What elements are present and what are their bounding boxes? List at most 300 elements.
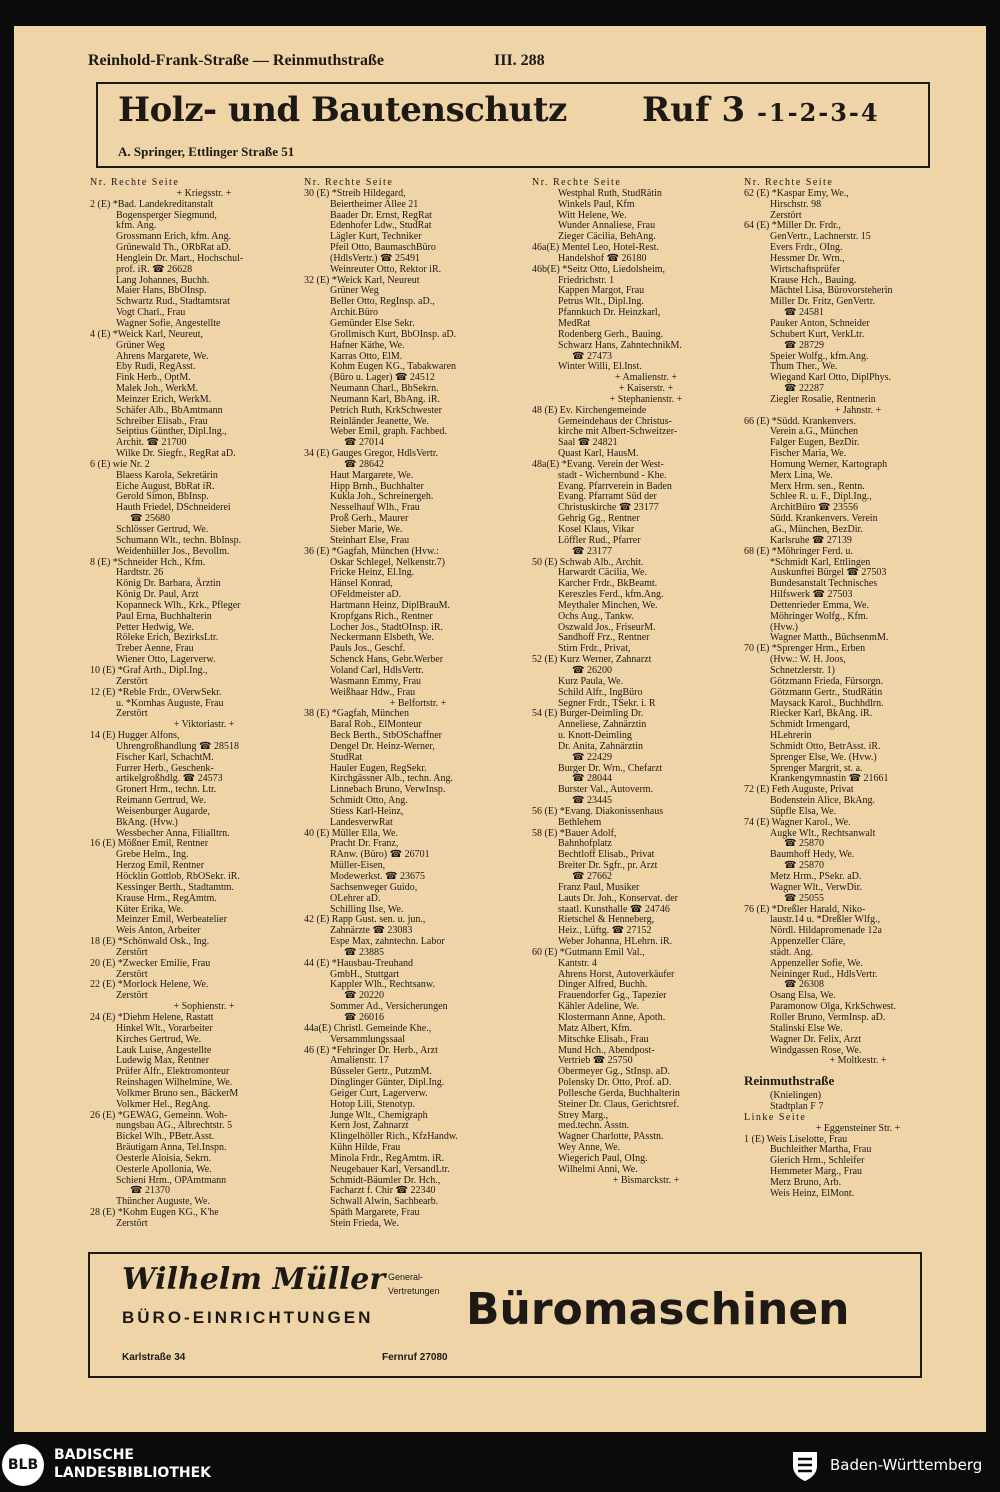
- directory-line: ☎ 25870: [784, 860, 824, 872]
- directory-line: Bechtloff Elisab., Privat: [558, 849, 655, 861]
- directory-line: Polensky Dr. Otto, Prof. aD.: [558, 1077, 672, 1089]
- directory-line: Evang. Pfarrverein in Baden: [558, 480, 672, 492]
- directory-line: Oesterle Apollonia, We.: [116, 1163, 212, 1175]
- directory-line: aG., München, BezDir.: [770, 524, 863, 535]
- directory-line: 46b(E) *Seitz Otto, Liedolsheim,: [532, 263, 666, 275]
- directory-line: Klingelhöller Rich., KfzHandw.: [330, 1131, 458, 1143]
- directory-line: Kirchgässner Alb., techn. Ang.: [330, 773, 454, 785]
- directory-line: Stein Frieda, We.: [330, 1218, 399, 1229]
- directory-line: 16 (E) Mößner Emil, Rentner: [90, 838, 209, 850]
- directory-line: ☎ 26016: [344, 1011, 384, 1023]
- directory-line: prof. iR. ☎ 26628: [116, 263, 193, 275]
- directory-line: Linke Seite: [744, 1111, 807, 1123]
- directory-line: 44 (E) *Hausbau-Treuhand: [304, 957, 414, 969]
- directory-line: Christuskirche ☎ 23177: [558, 502, 659, 514]
- header-page-number: III. 288: [494, 52, 545, 69]
- directory-line: Saal ☎ 24821: [558, 437, 618, 449]
- ad-brand: Holz- und Bautenschutz: [118, 90, 567, 130]
- directory-line: Büsseler Gertr., PutzmM.: [330, 1066, 432, 1078]
- directory-line: Buchleither Martha, Frau: [770, 1144, 872, 1156]
- directory-line: u. *Kornhas Auguste, Frau: [116, 697, 224, 709]
- directory-line: Seiptius Günther, Dipl.Ing.,: [116, 426, 227, 438]
- directory-line: Evers Frdr., OIng.: [770, 242, 843, 254]
- directory-line: Fischer Karl, SchachtM.: [116, 751, 214, 763]
- directory-line: Weisenburger Augarde,: [116, 805, 210, 817]
- directory-line: Hafner Käthe, We.: [330, 339, 405, 351]
- directory-line: ☎ 26308: [784, 979, 824, 991]
- directory-line: Reinländer Jeanette, We.: [330, 415, 429, 427]
- directory-line: Maysack Karol., Buchhdlrn.: [770, 697, 884, 709]
- directory-line: Höcklin Gottlob, RbOSekr. iR.: [116, 871, 240, 882]
- directory-line: Schmidt Irmengard,: [770, 719, 850, 731]
- directory-line: Henglein Dr. Mart., Hochschul-: [116, 252, 244, 264]
- directory-line: Lägler Kurt, Techniker: [330, 231, 422, 243]
- directory-line: Lang Johannes, Buchh.: [116, 274, 210, 286]
- directory-line: Wiener Otto, Lagerverw.: [116, 654, 216, 666]
- directory-line: Schwarz Hans, ZahntechnikM.: [558, 339, 682, 351]
- directory-line: + Eggensteiner Str. +: [815, 1122, 901, 1134]
- directory-line: Proß Gerh., Maurer: [330, 513, 409, 525]
- directory-line: Friedrichstr. 1: [558, 274, 615, 286]
- directory-line: Nr. Rechte Seite: [90, 178, 180, 188]
- directory-line: Grollmisch Kurt, BbOInsp. aD.: [330, 328, 457, 340]
- directory-line: 38 (E) *Gagfah, München: [304, 708, 409, 720]
- directory-line: Stirn Frdr., Privat,: [558, 643, 631, 655]
- directory-line: Sprenger Else, We. (Hvw.): [770, 751, 877, 763]
- directory-line: König Dr. Paul, Arzt: [116, 589, 199, 601]
- directory-line: Quast Karl, HausM.: [558, 448, 639, 460]
- directory-line: 70 (E) *Sprenger Hrm., Erben: [744, 643, 866, 655]
- directory-line: ☎ 22429: [572, 751, 612, 763]
- directory-line: Pollesche Gerda, Buchhalterin: [558, 1087, 680, 1099]
- directory-line: Bundesanstalt Technisches: [770, 578, 878, 590]
- directory-line: Schmidt-Bäumler Dr. Hch.,: [330, 1174, 441, 1186]
- directory-line: artikelgroßhdlg. ☎ 24573: [116, 773, 223, 785]
- directory-line: u. Knott-Deimling: [558, 730, 632, 742]
- directory-line: Schäfer Alb., BbAmtmann: [116, 404, 223, 416]
- directory-line: 58 (E) *Bauer Adolf,: [532, 827, 617, 839]
- directory-line: + Sophienstr. +: [173, 1001, 235, 1013]
- directory-line: 48a(E) *Evang. Verein der West-: [532, 458, 664, 470]
- directory-line: Franz Paul, Musiker: [558, 881, 640, 893]
- directory-line: Schubert Kurt, VerkLtr.: [770, 328, 865, 340]
- directory-line: Evang. Pfarramt Süd der: [558, 491, 657, 503]
- directory-line: Oskar Schlegel, Nelkenstr.7): [330, 556, 445, 568]
- directory-line: Miller Dr. Fritz, GenVertr.: [770, 296, 875, 308]
- directory-line: Wasmann Emmy, Frau: [330, 675, 422, 687]
- directory-line: Speier Wolfg., kfm.Ang.: [770, 350, 869, 362]
- directory-line: Kern Jost, Zahnarzt: [330, 1120, 409, 1132]
- directory-line: Furrer Herb., Geschenk-: [116, 762, 214, 774]
- directory-line: Uhrengroßhandlung ☎ 28518: [116, 740, 239, 752]
- directory-line: Kohm Eugen KG., Tabakwaren: [330, 361, 457, 373]
- directory-line: Grossmann Erich, kfm. Ang.: [116, 231, 231, 243]
- directory-line: kirche mit Albert-Schweitzer-: [558, 426, 678, 438]
- directory-line: Kropfgans Rich., Rentner: [330, 610, 433, 622]
- directory-line: Götzmann Gertr., StudRätin: [770, 686, 883, 698]
- directory-line: Ahrens Horst, Autoverkäufer: [558, 968, 675, 980]
- directory-line: Kereszles Ferd., kfm.Ang.: [558, 589, 664, 601]
- directory-line: Weis Heinz, ElMont.: [770, 1187, 855, 1199]
- directory-line: Zerstört: [770, 209, 802, 221]
- ad-phone: [642, 90, 880, 130]
- directory-line: Bräutigam Anna, Tel.Inspn.: [116, 1142, 227, 1154]
- directory-line: Neckermann Elsbeth, We.: [330, 632, 434, 644]
- directory-line: Wagner Wlt., VerwDir.: [770, 881, 862, 893]
- directory-line: Zieger Cäcilia, BehAng.: [558, 231, 656, 243]
- directory-line: Weber Johanna, HLehrn. iR.: [558, 936, 673, 948]
- directory-line: 36 (E) *Gagfah, München (Hvw.:: [304, 545, 439, 557]
- directory-line: Wagner Charlotte, PAsstn.: [558, 1131, 664, 1143]
- directory-line: Schilling Ilse, We.: [330, 903, 404, 915]
- directory-line: (Büro u. Lager) ☎ 24512: [330, 372, 435, 384]
- directory-line: ☎ 23177: [572, 545, 612, 557]
- directory-line: Klostermann Anne, Apoth.: [558, 1011, 666, 1023]
- directory-line: Röleke Erich, BezirksLtr.: [116, 632, 219, 644]
- directory-line: ☎ 25055: [784, 892, 824, 904]
- directory-line: Amalienstr. 17: [330, 1055, 389, 1067]
- directory-line: + Amalienstr. +: [614, 372, 678, 384]
- directory-line: ☎ 21370: [130, 1185, 170, 1197]
- directory-line: + Moltkestr. +: [829, 1055, 887, 1067]
- ad-address: A. Springer, Ettlinger Straße 51: [118, 144, 295, 159]
- directory-line: Küter Erika, We.: [116, 903, 184, 915]
- directory-line: Bethlehem: [558, 816, 602, 828]
- directory-line: Nr. Rechte Seite: [744, 178, 834, 188]
- directory-line: Beck Berth., StbOSchaffner: [330, 730, 443, 742]
- ad-phone-line: Fernruf 27080: [382, 1352, 448, 1363]
- directory-line: Fink Herb., OptM.: [116, 372, 191, 384]
- directory-line: 62 (E) *Kaspar Emy, We.,: [744, 187, 849, 199]
- directory-line: Segner Frdr., TSekr. i. R: [558, 697, 656, 709]
- directory-line: Schwall Alwin, Sachbearb.: [330, 1196, 439, 1208]
- directory-line: Rietschel & Henneberg,: [558, 914, 655, 926]
- directory-line: Kappler Wlh., Rechtsanw.: [330, 979, 435, 991]
- ad-phone-label: Ruf 3: [642, 90, 746, 130]
- directory-line: Riecker Karl, BkAng. iR.: [770, 708, 873, 720]
- header-streets: Reinhold-Frank-Straße — Reinmuthstraße: [88, 52, 385, 69]
- directory-line: Hipp Brnh., Buchhalter: [330, 480, 424, 492]
- directory-line: ☎ 28729: [784, 339, 824, 351]
- directory-line: Hauler Eugen, RegSekr.: [330, 762, 427, 774]
- directory-line: Nesselhauf Wlh., Frau: [330, 502, 420, 514]
- directory-line: Neumann Karl, BbAng. iR.: [330, 393, 440, 405]
- directory-line: 74 (E) Wagner Karol., We.: [744, 816, 851, 828]
- directory-line: Gronert Hrm., techn. Ltr.: [116, 784, 217, 796]
- directory-line: StudRat: [330, 751, 363, 763]
- directory-line: Weinreuter Otto, Rektor iR.: [330, 263, 442, 275]
- directory-line: Anneliese, Zahnärztin: [558, 719, 647, 731]
- ad-vertretungen-label: Vertretungen: [388, 1286, 440, 1296]
- column-4: [744, 178, 972, 1200]
- directory-line: Modewerkst. ☎ 23675: [330, 871, 425, 882]
- directory-line: Pauker Anton, Schneider: [770, 317, 870, 329]
- directory-line: Neininger Rud., HdlsVertr.: [770, 968, 878, 980]
- ad-phone-number: -1-2-3-4: [756, 98, 880, 127]
- directory-line: Handelshof ☎ 26180: [558, 252, 647, 264]
- directory-line: Kessinger Berth., Stadtamtm.: [116, 881, 235, 893]
- directory-line: Neugebauer Karl, VersandLtr.: [330, 1163, 450, 1175]
- directory-line: 64 (E) *Miller Dr. Frdr.,: [744, 220, 841, 232]
- directory-line: Obermeyer Gg., StInsp. aD.: [558, 1066, 670, 1078]
- blb-name-line1: BADISCHE: [54, 1447, 134, 1463]
- directory-line: Geiger Curt, Lagerverw.: [330, 1087, 428, 1099]
- directory-line: Petter Hedwig, We.: [116, 621, 194, 633]
- directory-line: Malek Joh., WerkM.: [116, 383, 199, 395]
- directory-line: Auskunftei Bürgel ☎ 27503: [770, 567, 887, 579]
- directory-line: Löffler Rud., Pfarrer: [558, 534, 641, 546]
- directory-line: Nr. Rechte Seite: [532, 178, 622, 188]
- directory-line: Baumhoff Hedy, We.: [770, 849, 855, 861]
- directory-line: Eiche August, BbRat iR.: [116, 480, 215, 492]
- directory-line: Kühn Hilde, Frau: [330, 1142, 401, 1154]
- directory-line: Volkmer Hel., RegAng.: [116, 1098, 211, 1110]
- directory-line: Espe Max, zahntechn. Labor: [330, 936, 445, 948]
- directory-line: 68 (E) *Möhringer Ferd. u.: [744, 545, 853, 557]
- directory-line: Kopanneck Wlh., Krk., Pfleger: [116, 599, 241, 611]
- directory-line: Linnebach Bruno, VerwInsp.: [330, 784, 446, 796]
- directory-line: LandesverwRat: [330, 816, 393, 828]
- directory-line: Stalinski Else We.: [770, 1022, 843, 1034]
- directory-line: Wagner Dr. Felix, Arzt: [770, 1033, 862, 1045]
- directory-line: Kähler Adeline, We.: [558, 1001, 640, 1013]
- directory-line: Breiter Dr. Sgfr., pr. Arzt: [558, 860, 658, 872]
- directory-line: OFeldmeister aD.: [330, 589, 402, 601]
- directory-line: ☎ 27473: [572, 350, 612, 362]
- directory-line: ☎ 27014: [344, 437, 384, 449]
- directory-line: Winkels Paul, Kfm: [558, 198, 635, 210]
- directory-line: Stadtplan F 7: [770, 1101, 824, 1113]
- directory-line: 22 (E) *Morlock Helene, We.: [90, 979, 209, 991]
- directory-line: Wirtschaftsprüfer: [770, 263, 841, 275]
- directory-line: Matz Albert, Kfm.: [558, 1022, 632, 1034]
- directory-line: 8 (E) *Schneider Hch., Kfm.: [90, 556, 206, 568]
- directory-line: Steiner Dr. Claus, Gerichtsref.: [558, 1098, 680, 1110]
- directory-line: Witt Helene, We.: [558, 209, 627, 221]
- directory-line: Mitschke Elisab., Frau: [558, 1033, 649, 1045]
- directory-line: 42 (E) Rapp Gust. sen. u. jun.,: [304, 914, 426, 926]
- directory-line: Bahnhofplatz: [558, 838, 612, 850]
- directory-line: Kirches Gertrud, We.: [116, 1033, 202, 1045]
- directory-line: 30 (E) *Streib Hildegard,: [304, 187, 406, 199]
- directory-line: Meinzer Emil, Werbeatelier: [116, 914, 227, 926]
- ad-subtitle: BÜRO-EINRICHTUNGEN: [122, 1308, 374, 1327]
- ad-general-label: General-: [388, 1272, 424, 1282]
- directory-line: Thum Ther., We.: [770, 361, 838, 373]
- blb-name-line2: LANDESBIBLIOTHEK: [54, 1465, 212, 1481]
- directory-line: Oszwald Jos., FriseurM.: [558, 621, 656, 633]
- directory-line: Eby Rudi, RegAsst.: [116, 361, 196, 373]
- directory-line: Osang Elsa, We.: [770, 990, 836, 1002]
- directory-line: Volkmer Bruno sen., BäckerM: [116, 1087, 239, 1099]
- directory-line: Karras Otto, ElM.: [330, 350, 403, 362]
- directory-line: Wagner Matth., BüchsenmM.: [770, 632, 889, 644]
- directory-line: Krause Hch., Bauing.: [770, 274, 857, 286]
- directory-line: Hinkel Wlt., Vorarbeiter: [116, 1022, 213, 1034]
- directory-line: ☎ 22287: [784, 383, 824, 395]
- directory-line: + Viktoriastr. +: [173, 719, 235, 731]
- directory-line: Westphal Ruth, StudRätin: [558, 187, 662, 199]
- directory-line: 40 (E) Müller Ella, We.: [304, 827, 398, 839]
- directory-line: BkAng. (Hvw.): [116, 816, 178, 828]
- directory-line: Wunder Annaliese, Frau: [558, 220, 656, 232]
- directory-line: Grüner Weg: [330, 285, 379, 297]
- directory-line: Neumann Charl., BbSekrn.: [330, 383, 439, 395]
- directory-line: 72 (E) Feth Auguste, Privat: [744, 784, 854, 796]
- directory-line: Harwardt Cäcilia, We.: [558, 567, 647, 579]
- directory-line: 50 (E) Schwab Alb., Archit.: [532, 556, 644, 568]
- directory-line: Karcher Frdr., BkBeamt.: [558, 578, 658, 590]
- directory-line: (Knielingen): [770, 1090, 822, 1102]
- directory-line: Kurz Paula, We.: [558, 675, 624, 687]
- directory-line: Schmidt Otto, Ang.: [330, 795, 408, 807]
- directory-line: ☎ 27662: [572, 871, 612, 882]
- directory-line: stadt - Wichernbund - Khe.: [558, 469, 667, 481]
- directory-line: Schlee R. u. F., Dipl.Ing.,: [770, 491, 872, 503]
- directory-line: Wessbecher Anna, Filialltrn.: [116, 827, 230, 839]
- directory-line: kfm. Ang.: [116, 220, 157, 232]
- directory-line: Nördl. Hildapromenade 12a: [770, 925, 882, 937]
- directory-line: Sachsenweger Guido,: [330, 881, 418, 893]
- directory-line: Burger Dr. Wrn., Chefarzt: [558, 762, 663, 774]
- directory-line: Dinger Alfred, Buchh.: [558, 979, 648, 991]
- directory-line: 60 (E) *Gutmann Emil Val.,: [532, 946, 645, 958]
- directory-line: ☎ 23885: [344, 946, 384, 958]
- directory-line: Metz Hrm., PSekr. aD.: [770, 871, 862, 882]
- directory-line: Reinshagen Wilhelmine, We.: [116, 1077, 233, 1089]
- directory-line: Meythaler Minchen, We.: [558, 599, 658, 611]
- directory-line: Pracht Dr. Franz,: [330, 838, 399, 850]
- directory-line: 2 (E) *Bad. Landekreditanstalt: [90, 198, 214, 210]
- directory-line: Sandhoff Frz., Rentner: [558, 632, 650, 644]
- directory-line: 76 (E) *Dreßler Harald, Niko-: [744, 903, 866, 915]
- directory-line: 28 (E) *Kohm Eugen KG., K'he: [90, 1207, 219, 1219]
- directory-line: HLehrerin: [770, 730, 812, 742]
- ad-street: Karlstraße 34: [122, 1352, 186, 1363]
- directory-line: Schild Alfr., IngBüro: [558, 686, 643, 698]
- directory-line: Baral Rob., ElMonteur: [330, 719, 422, 731]
- directory-line: Baader Dr. Ernst, RegRat: [330, 209, 432, 221]
- directory-line: König Dr. Barbara, Ärztin: [116, 578, 221, 590]
- directory-line: Versammlungssaal: [330, 1033, 405, 1045]
- directory-line: Gierich Hrm., Schleifer: [770, 1155, 865, 1167]
- street-heading: Reinmuthstraße: [744, 1073, 835, 1089]
- directory-line: 14 (E) Hugger Alfons,: [90, 730, 180, 742]
- directory-line: 4 (E) *Weick Karl, Neureut,: [90, 328, 204, 340]
- directory-line: 52 (E) Kurz Werner, Zahnarzt: [532, 654, 652, 666]
- bottom-advertisement: [88, 1252, 922, 1378]
- directory-line: nungsbau AG., Albrechtstr. 5: [116, 1120, 233, 1132]
- directory-line: Dengel Dr. Heinz-Werner,: [330, 740, 435, 752]
- directory-line: Mund Hch., Abendpost-: [558, 1044, 655, 1056]
- directory-line: + Kaiserstr. +: [618, 383, 674, 395]
- top-advertisement: [96, 82, 930, 168]
- directory-line: Zerstört: [116, 968, 148, 980]
- directory-line: 10 (E) *Graf Arth., Dipl.Ing.,: [90, 664, 208, 676]
- directory-line: 46 (E) *Fehringer Dr. Herb., Arzt: [304, 1044, 438, 1056]
- directory-line: Grebe Helm., Ing.: [116, 849, 189, 861]
- directory-line: Gehrig Gg., Rentner: [558, 513, 640, 525]
- directory-line: Dr. Anita, Zahnärztin: [558, 740, 643, 752]
- blb-logo-icon: BLB: [2, 1444, 44, 1486]
- directory-line: ☎ 20220: [344, 990, 384, 1002]
- directory-line: Strey Marg.,: [558, 1109, 609, 1121]
- directory-line: Zerstört: [116, 1218, 148, 1229]
- directory-line: Wey Anne, We.: [558, 1142, 621, 1154]
- directory-line: Fricke Heinz, El.Ing.: [330, 567, 415, 579]
- directory-line: Krause Hrm., RegAmtm.: [116, 892, 217, 904]
- directory-line: 26 (E) *GEWAG, Gemeinn. Woh-: [90, 1109, 228, 1121]
- directory-line: OLehrer aD.: [330, 892, 381, 904]
- directory-line: Edenhofer Ldw., StudRat: [330, 220, 432, 232]
- directory-line: 20 (E) *Zwecker Emilie, Frau: [90, 957, 211, 969]
- directory-line: Burster Val., Autoverm.: [558, 784, 654, 796]
- directory-line: Kappen Margot, Frau: [558, 285, 645, 297]
- directory-line: Schmidt Otto, BetrAsst. iR.: [770, 740, 881, 752]
- directory-line: Weber Emil, graph. Fachbed.: [330, 426, 447, 438]
- directory-line: Petrus Wlt., Dipl.Ing.: [558, 296, 644, 308]
- directory-line: Ludewig Max, Rentner: [116, 1055, 210, 1067]
- directory-line: Prüfer Alfr., Elektromonteur: [116, 1066, 230, 1078]
- directory-line: Merz Bruno, Arb.: [770, 1176, 842, 1188]
- coat-of-arms-icon: [790, 1450, 820, 1482]
- directory-line: Falger Eugen, BezDir.: [770, 437, 860, 449]
- directory-line: Vogt Charl., Frau: [116, 307, 186, 319]
- directory-line: Thüncher Auguste, We.: [116, 1196, 210, 1208]
- directory-line: Hessmer Dr. Wrn.,: [770, 252, 845, 264]
- directory-line: Kantstr. 4: [558, 957, 597, 969]
- directory-line: Blaess Karola, Sekretärin: [116, 469, 218, 481]
- column-3: [532, 178, 760, 1186]
- directory-line: Pfannkuch Dr. Heinzkarl,: [558, 307, 661, 319]
- directory-line: Beiertheimer Allee 21: [330, 198, 419, 210]
- directory-line: Grünewald Th., ORbRat aD.: [116, 242, 231, 254]
- directory-line: Wilhelmi Anni, We.: [558, 1163, 638, 1175]
- directory-line: (HdlsVertr.) ☎ 25491: [330, 252, 420, 264]
- directory-line: Roller Bruno, VermInsp. aD.: [770, 1011, 886, 1023]
- directory-line: Müller-Eisen,: [330, 860, 386, 872]
- bw-label: Baden-Württemberg: [830, 1456, 983, 1474]
- directory-line: ☎ 28044: [572, 773, 612, 785]
- directory-line: Appenzeller Sofie, We.: [770, 957, 863, 969]
- directory-line: Stiess Karl-Heinz,: [330, 805, 404, 817]
- directory-line: Hilfswerk ☎ 27503: [770, 589, 853, 601]
- directory-line: staatl. Kunsthalle ☎ 24746: [558, 903, 670, 915]
- directory-line: Hemmeter Marg., Frau: [770, 1166, 863, 1178]
- directory-line: Lauts Dr. Joh., Konservat. der: [558, 892, 678, 904]
- directory-line: Götzmann Frieda, Fürsorgn.: [770, 675, 884, 687]
- directory-line: Reimann Gertrud, We.: [116, 795, 207, 807]
- directory-line: Schenck Hans, Gebr.Werber: [330, 654, 444, 666]
- directory-line: Petrich Ruth, KrkSchwester: [330, 404, 442, 416]
- ad-headline: Büromaschinen: [466, 1284, 850, 1335]
- directory-line: ArchitBüro ☎ 23556: [770, 502, 859, 514]
- directory-line: Zahnärzte ☎ 23083: [330, 925, 413, 937]
- directory-line: Paul Erna, Buchhalterin: [116, 610, 212, 622]
- directory-line: Paramonow Olga, KrkSchwest.: [770, 1001, 897, 1013]
- directory-line: Heiz., Lüftg. ☎ 27152: [558, 925, 652, 937]
- directory-line: Facharzt f. Chir ☎ 22340: [330, 1185, 436, 1197]
- directory-line: Beller Otto, RegInsp. aD.,: [330, 296, 435, 308]
- directory-line: Appenzeller Cläre,: [770, 936, 846, 948]
- directory-line: Treber Aenne, Frau: [116, 643, 194, 655]
- directory-line: Krankengymnastin ☎ 21661: [770, 773, 889, 785]
- directory-line: Südd. Krankenvers. Verein: [770, 513, 878, 525]
- directory-line: Merx Lina, We.: [770, 469, 833, 481]
- directory-line: ☎ 25870: [784, 838, 824, 850]
- directory-line: Dinglinger Günter, Dipl.Ing.: [330, 1077, 445, 1089]
- directory-line: Dettenrieder Emma, We.: [770, 599, 869, 611]
